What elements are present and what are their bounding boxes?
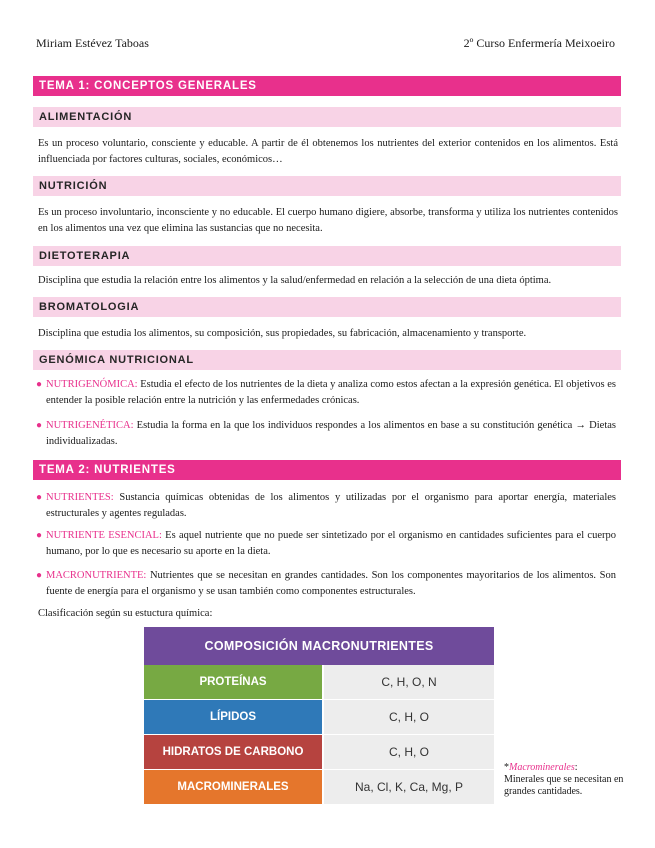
table-title: COMPOSICIÓN MACRONUTRIENTES: [144, 627, 494, 665]
row-value-proteinas: C, H, O, N: [324, 665, 494, 699]
nutricion-text: Es un proceso involuntario, inconsciente y no educable. El cuerpo humano digiere, absorbe, transforma y utiliza los nutrientes contenidos en los alimentos una vez que elimina las sustancias que no necesita.: [38, 207, 618, 234]
bromatologia-text: Disciplina que estudia los alimentos, su composición, sus propiedades, su fabricación, almacenamiento y transporte.: [38, 328, 527, 339]
note-text: Minerales que se necesitan en grandes cantidades.: [504, 774, 624, 797]
row-name-proteinas: PROTEÍNAS: [144, 665, 322, 699]
row-value-hidratos: C, H, O: [324, 735, 494, 769]
row-name-lipidos: LÍPIDOS: [144, 700, 322, 734]
bromatologia-heading: BROMATOLOGIA: [33, 297, 621, 317]
term-nutriente-esencial: NUTRIENTE ESENCIAL:: [46, 530, 162, 541]
row-name-macrominerales: MACROMINERALES: [144, 770, 322, 804]
note-term: Macrominerales: [509, 762, 575, 773]
list-item-macronutriente: [36, 568, 616, 600]
bullet-icon: ●: [36, 530, 43, 541]
tema2-title: TEMA 2: NUTRIENTES: [33, 460, 621, 480]
course-name: 2º Curso Enfermería Meixoeiro: [463, 36, 615, 50]
page-header: [36, 36, 615, 52]
note-colon: :: [574, 762, 578, 773]
text-nutrigenomica: Estudia el efecto de los nutrientes de la dieta y analiza como estos afectan a la expresión genética. El objetivos es entender la posible relación entre la nutrición y las enfermedades crónicas.: [46, 379, 616, 406]
term-macronutriente: MACRONUTRIENTE:: [46, 570, 147, 581]
text-nutrientes: Sustancia químicas obtenidas de los alimentos y utilizadas por el organismo para aportar energía, materiales estructurales y agentes reguladas.: [46, 492, 616, 519]
table-row: [144, 735, 494, 769]
table-row: [144, 665, 494, 699]
bullet-icon: ●: [36, 492, 43, 503]
clasificacion-text: Clasificación según su estuctura química:: [38, 608, 213, 619]
list-item-nutrigenomica: [36, 377, 616, 409]
term-nutrigenomica: NUTRIGENÓMICA:: [46, 379, 138, 390]
macrominerales-note: [504, 762, 644, 798]
dietoterapia-text: Disciplina que estudia la relación entre los alimentos y la salud/enfermedad en relación a la selección de una dieta óptima.: [38, 275, 552, 286]
bullet-icon: ●: [36, 420, 43, 431]
bullet-icon: ●: [36, 379, 43, 390]
note-asterisk: *: [504, 762, 509, 773]
text-nutrigenetica: Estudia la forma en la que los individuos respondes a los alimentos en base a su constitución genética → Dietas individualizadas.: [46, 420, 616, 447]
text-nutriente-esencial: Es aquel nutriente que no puede ser sintetizado por el organismo en cantidades suficientes para el cuerpo humano, por lo que es necesario su aporte en la dieta.: [46, 530, 616, 557]
table-row: [144, 700, 494, 734]
row-value-lipidos: C, H, O: [324, 700, 494, 734]
list-item-nutrigenetica: [36, 418, 616, 450]
macronutrient-table: [144, 627, 494, 805]
row-value-macrominerales: Na, Cl, K, Ca, Mg, P: [324, 770, 494, 804]
alimentacion-text: Es un proceso voluntario, consciente y educable. A partir de él obtenemos los nutrientes del exterior contenidos en los alimentos. Está influenciada por factores culturas, sociales, económicos…: [38, 138, 618, 165]
genomica-heading: GENÓMICA NUTRICIONAL: [33, 350, 621, 370]
row-name-hidratos: HIDRATOS DE CARBONO: [144, 735, 322, 769]
term-nutrientes: NUTRIENTES:: [46, 492, 114, 503]
dietoterapia-heading: DIETOTERAPIA: [33, 246, 621, 266]
list-item-nutriente-esencial: [36, 528, 616, 560]
author-name: Miriam Estévez Taboas: [36, 36, 149, 50]
tema1-title: TEMA 1: CONCEPTOS GENERALES: [33, 76, 621, 96]
bullet-icon: ●: [36, 570, 43, 581]
term-nutrigenetica: NUTRIGENÉTICA:: [46, 420, 134, 431]
alimentacion-heading: ALIMENTACIÓN: [33, 107, 621, 127]
nutricion-heading: NUTRICIÓN: [33, 176, 621, 196]
list-item-nutrientes: [36, 490, 616, 522]
table-row: [144, 770, 494, 804]
text-macronutriente: Nutrientes que se necesitan en grandes cantidades. Son los componentes mayoritarios de los alimentos. Son fuente de energía para el organismo y se usan también como componentes estructurales.: [46, 570, 616, 597]
